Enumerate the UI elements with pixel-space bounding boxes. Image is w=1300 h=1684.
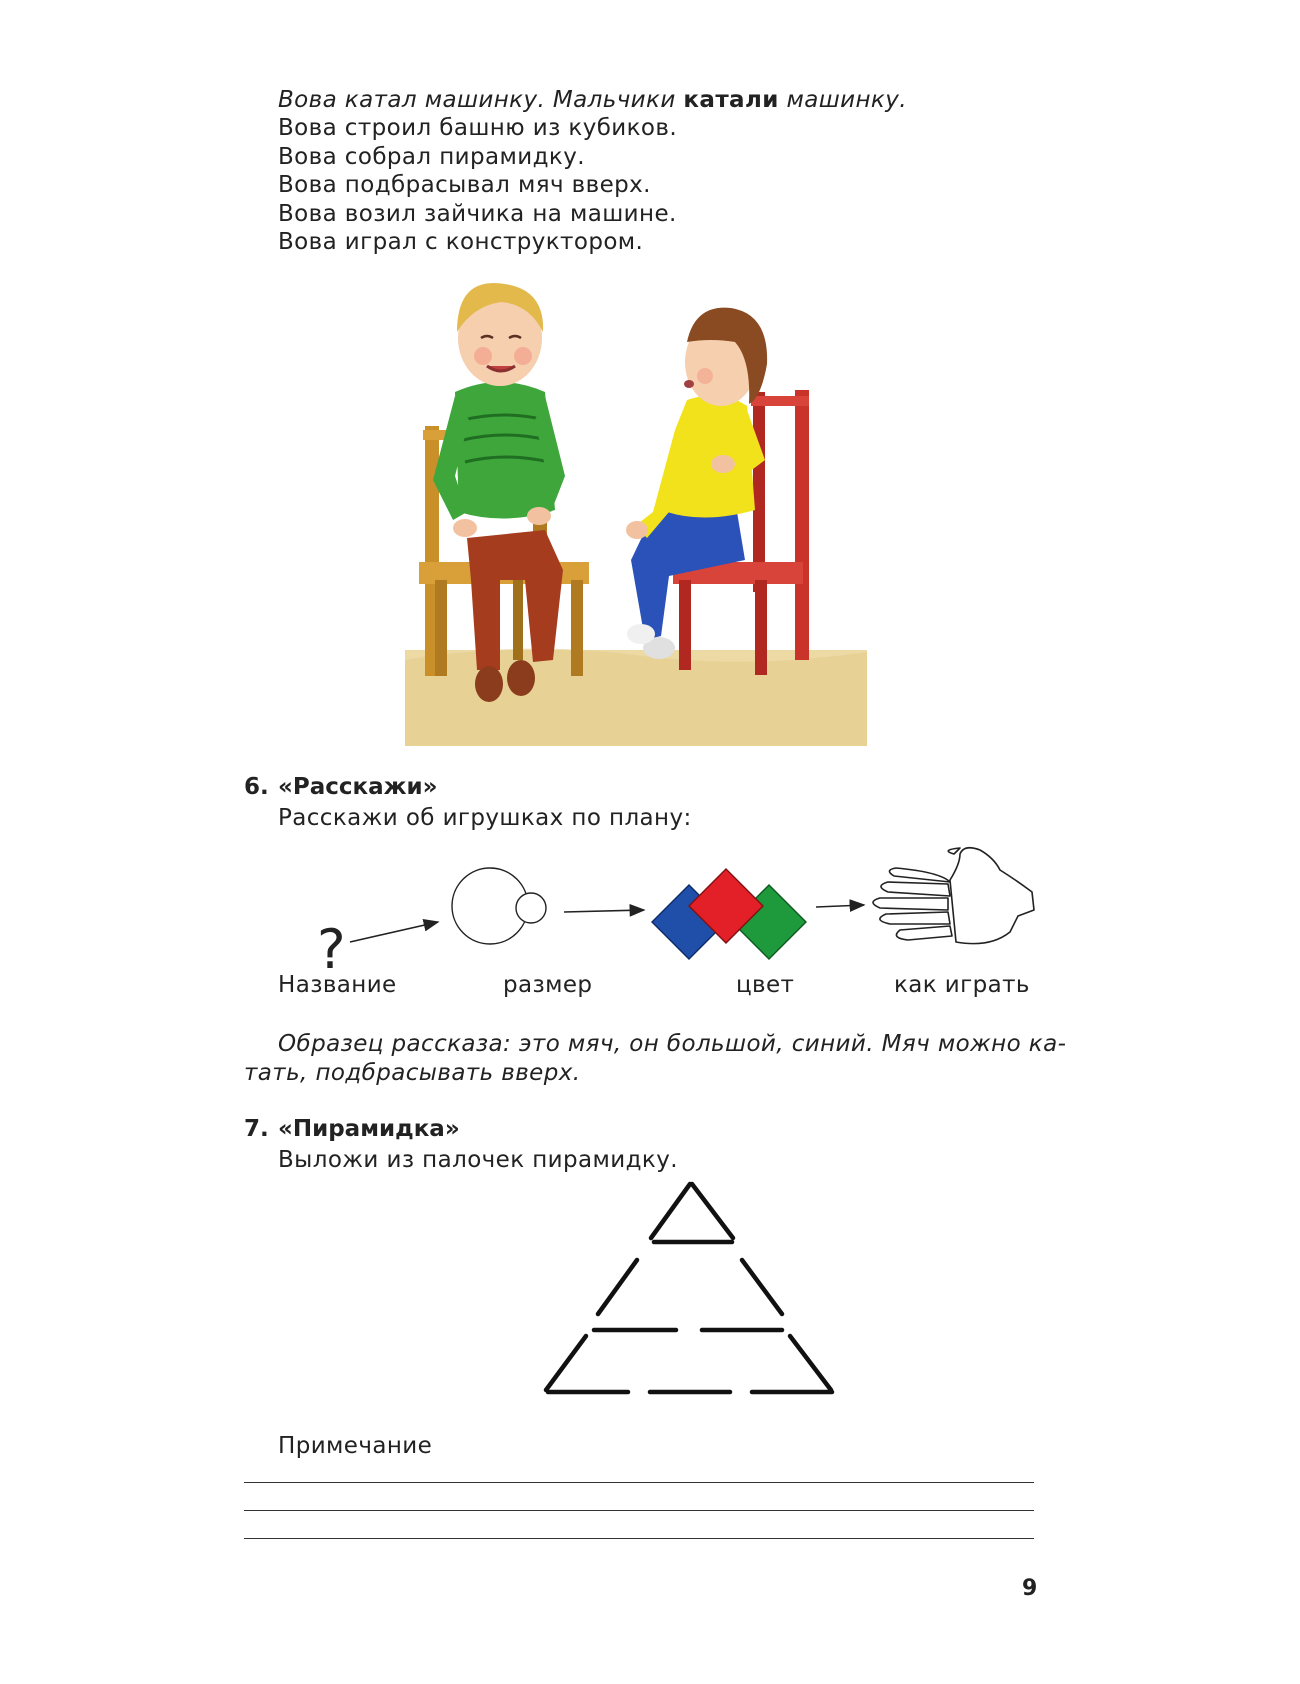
stick-pyramid-diagram — [530, 1176, 850, 1408]
arrow-icon — [350, 922, 438, 942]
sentence-line: Вова строил башню из кубиков. — [278, 115, 678, 141]
story-plan-diagram — [300, 840, 1070, 970]
arrow-icon — [564, 910, 644, 912]
task-title: «Расскажи» — [278, 774, 438, 800]
task-title: «Пирамидка» — [278, 1116, 460, 1142]
intro-sentences — [278, 86, 907, 115]
task-number: 6. — [244, 774, 269, 800]
sentence-line: Вова играл с конструктором. — [278, 229, 644, 256]
task-6-instruction: Расскажи об игрушках по плану: — [278, 805, 692, 831]
plan-label-size: размер — [503, 972, 593, 998]
bold-verb: катали — [683, 87, 779, 113]
sample-story-line-1: Образец рассказа: это мяч, он большой, синий. Мяч можно ка- — [278, 1031, 1067, 1057]
plan-label-color: цвет — [736, 972, 795, 998]
arrow-icon — [816, 905, 864, 907]
task-7-heading — [244, 1116, 460, 1142]
left-boy — [433, 283, 565, 702]
example-sentences — [278, 114, 677, 257]
sample-story-line-2: тать, подбрасывать вверх. — [244, 1059, 581, 1086]
question-mark-icon: ? — [317, 918, 346, 970]
sticks — [546, 1184, 832, 1392]
sentence-line: Вова возил зайчика на машине. — [278, 200, 677, 227]
page-number: 9 — [1022, 1576, 1038, 1601]
right-boy — [626, 308, 767, 659]
sample-story — [244, 1030, 1066, 1087]
sentence-line: Вова собрал пирамидку. — [278, 143, 585, 170]
note-line — [244, 1510, 1034, 1511]
plan-label-how-to-play: как играть — [894, 972, 1030, 998]
note-line — [244, 1482, 1034, 1483]
note-line — [244, 1538, 1034, 1539]
note-label: Примечание — [278, 1433, 433, 1459]
intro-line-1: Вова катал машинку. Мальчики катали машинку. — [278, 87, 907, 113]
task-6-heading — [244, 774, 438, 800]
small-circle-icon — [516, 893, 546, 923]
task-number: 7. — [244, 1116, 269, 1142]
plan-label-name: Название — [278, 972, 397, 998]
color-squares-icon — [652, 869, 806, 959]
task-7-instruction: Выложи из палочек пирамидку. — [278, 1147, 678, 1173]
hand-icon — [873, 848, 1034, 944]
boys-on-chairs-illustration — [405, 280, 867, 746]
sentence-line: Вова подбрасывал мяч вверх. — [278, 172, 651, 199]
